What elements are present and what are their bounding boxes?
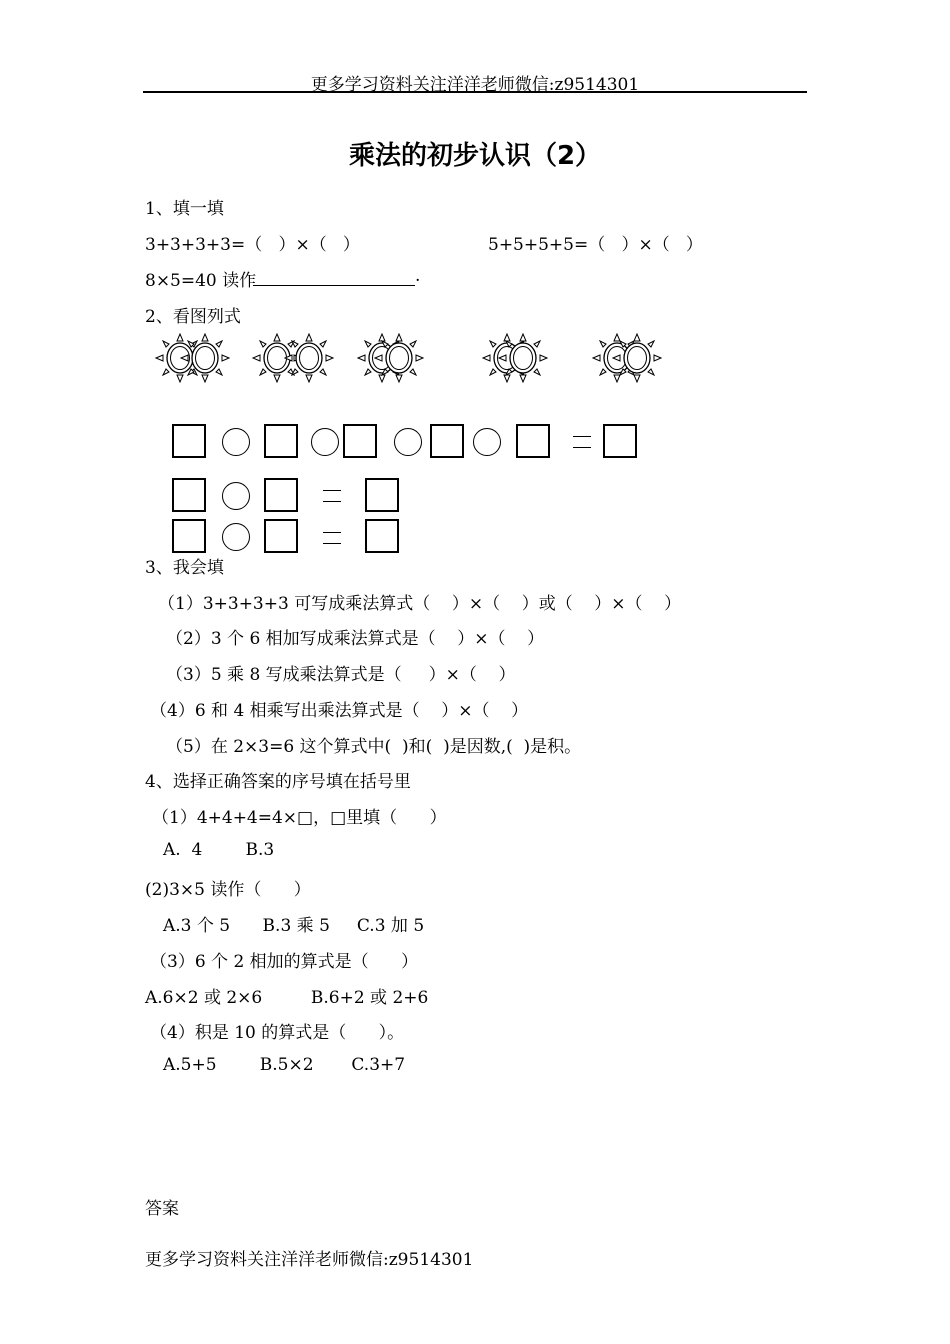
answer-blank-line bbox=[253, 285, 415, 286]
equals-sign bbox=[323, 532, 341, 544]
page-title: 乘法的初步认识（2） bbox=[348, 141, 602, 171]
sun-icon bbox=[612, 333, 662, 383]
sun-icon bbox=[374, 333, 424, 383]
operator-circle[interactable] bbox=[311, 428, 339, 456]
answer-label: 答案 bbox=[145, 1199, 179, 1219]
section-3-item: （2）3 个 6 相加写成乘法算式是（ ）×（ ） bbox=[166, 629, 545, 649]
section-1-question-c: 8×5=40 读作 bbox=[145, 271, 257, 291]
answer-box[interactable] bbox=[172, 424, 206, 458]
operator-circle[interactable] bbox=[222, 523, 250, 551]
operator-circle[interactable] bbox=[222, 482, 250, 510]
answer-box[interactable] bbox=[264, 519, 298, 553]
section-1-question-a: 3+3+3+3=（ ）×（ ） bbox=[145, 235, 360, 255]
operator-circle[interactable] bbox=[222, 428, 250, 456]
equals-sign bbox=[323, 490, 341, 502]
sun-icon bbox=[180, 333, 230, 383]
answer-box[interactable] bbox=[172, 519, 206, 553]
page-header: 更多学习资料关注洋洋老师微信:z9514301 bbox=[310, 75, 640, 95]
section-4-options: A.5+5 B.5×2 C.3+7 bbox=[163, 1055, 406, 1075]
answer-box[interactable] bbox=[430, 424, 464, 458]
answer-box[interactable] bbox=[172, 478, 206, 512]
answer-box[interactable] bbox=[264, 424, 298, 458]
page-footer: 更多学习资料关注洋洋老师微信:z9514301 bbox=[145, 1250, 474, 1270]
answer-box[interactable] bbox=[516, 424, 550, 458]
section-3-item: （4）6 和 4 相乘写出乘法算式是（ ）×（ ） bbox=[150, 701, 529, 721]
answer-box[interactable] bbox=[603, 424, 637, 458]
section-1-question-b: 5+5+5+5=（ ）×（ ） bbox=[488, 235, 703, 255]
section-4-question: （1）4+4+4=4×□，□里填（ ） bbox=[152, 808, 447, 828]
section-4-question: (2)3×5 读作（ ） bbox=[145, 880, 311, 900]
answer-box[interactable] bbox=[365, 478, 399, 512]
section-1-heading: 1、填一填 bbox=[145, 199, 224, 219]
section-3-item: （5）在 2×3=6 这个算式中( )和( )是因数,( )是积。 bbox=[166, 737, 582, 757]
sun-icon bbox=[498, 333, 548, 383]
section-4-options: A.3 个 5 B.3 乘 5 C.3 加 5 bbox=[163, 916, 425, 936]
section-4-question: （3）6 个 2 相加的算式是（ ） bbox=[150, 952, 419, 972]
section-4-heading: 4、选择正确答案的序号填在括号里 bbox=[145, 772, 411, 792]
answer-box[interactable] bbox=[365, 519, 399, 553]
section-3-item: （3）5 乘 8 写成乘法算式是（ ）×（ ） bbox=[166, 665, 516, 685]
operator-circle[interactable] bbox=[394, 428, 422, 456]
sun-icon bbox=[284, 333, 334, 383]
section-4-options: A. 4 B.3 bbox=[163, 840, 275, 860]
operator-circle[interactable] bbox=[473, 428, 501, 456]
section-2-heading: 2、看图列式 bbox=[145, 307, 241, 327]
section-4-question: （4）积是 10 的算式是（ ）。 bbox=[150, 1023, 405, 1043]
section-4-options: A.6×2 或 2×6 B.6+2 或 2+6 bbox=[145, 988, 429, 1008]
answer-box[interactable] bbox=[264, 478, 298, 512]
section-3-item: （1）3+3+3+3 可写成乘法算式（ ）×（ ）或（ ）×（ ） bbox=[158, 594, 682, 614]
answer-box[interactable] bbox=[343, 424, 377, 458]
section-1-question-c-end: . bbox=[415, 266, 421, 286]
section-3-heading: 3、我会填 bbox=[145, 558, 224, 578]
equals-sign bbox=[573, 436, 591, 448]
header-rule bbox=[143, 91, 807, 93]
